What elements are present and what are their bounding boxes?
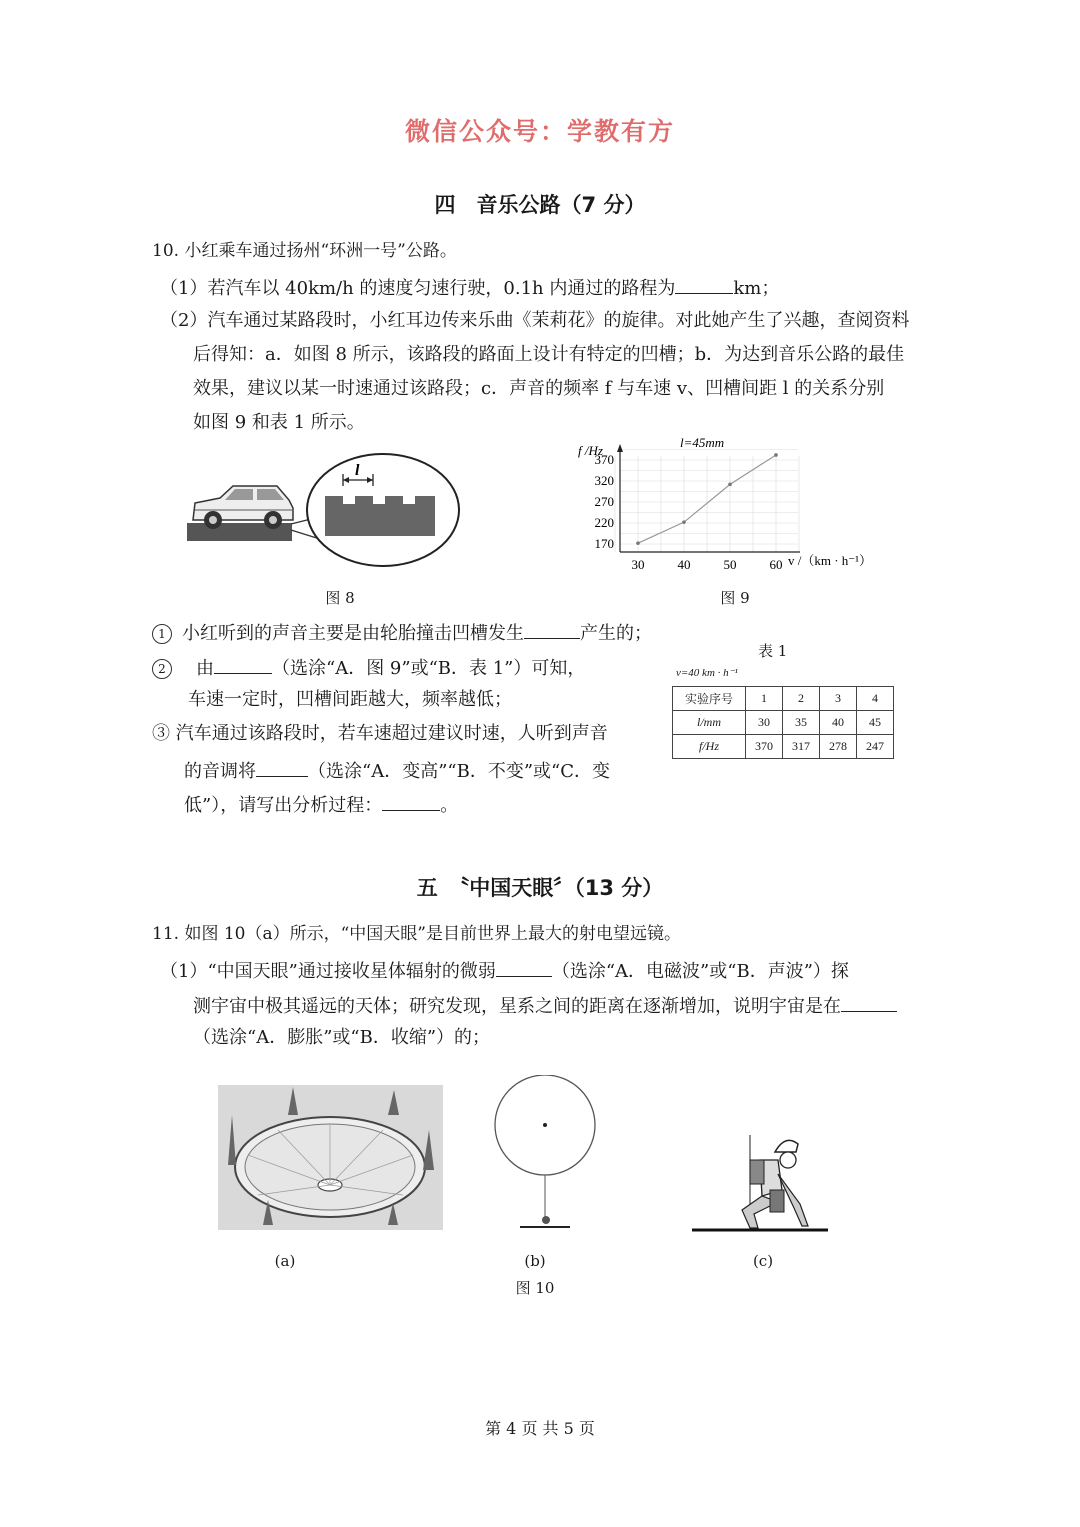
sub-question-3-options: （选涂“A．变高”“B．不变”或“C．变 [308,761,611,782]
y-tick-label: 370 [594,452,614,467]
page-footer: 第 4 页 共 5 页 [485,1419,595,1438]
q11-part1-line3: （选涂“A．膨胀”或“B．收缩”）的； [193,1027,491,1048]
table-1-note: v=40 km · h⁻¹ [676,667,738,679]
figure-10b-circle-diagram [490,1075,600,1235]
figure-10a-caption: (a) [274,1252,296,1270]
table-cell: 3 [820,687,857,711]
y-tick-label: 170 [594,536,614,551]
sub-question-3-line1: ③ 汽车通过该路段时，若车速超过建议时速，人听到声音 [152,723,608,744]
q10-part2-line3: 效果，建议以某一时速通过该路段；c．声音的频率 f 与车速 v、凹槽间距 l 的关系分别 [193,378,885,399]
q10-part1-text: （1）若汽车以 40km/h 的速度匀速行驶，0.1h 内通过的路程为 [160,278,676,299]
spacing-label: l [355,462,360,479]
table-cell: 30 [746,711,783,735]
answer-blank[interactable] [524,620,580,639]
section-5-title: 五 〝中国天眼〞（13 分） [416,876,664,900]
y-tick-label: 220 [594,515,614,530]
chart-title: l=45mm [680,435,725,450]
table-cell: 2 [783,687,820,711]
q11-intro: 11. 如图 10（a）所示，“中国天眼”是目前世界上最大的射电望远镜。 [152,924,681,944]
table-1 [672,686,894,759]
x-tick-label: 60 [769,557,783,572]
q11-part1-line2-text: 测宇宙中极其遥远的天体；研究发现，星系之间的距离在逐渐增加，说明宇宙是在 [193,996,841,1017]
tiny-person-icon [542,1216,550,1224]
car-illustration [193,486,293,529]
sub-question-3-end: 。 [440,795,459,816]
sub-question-3-prompt: 低”），请写出分析过程： [184,795,383,816]
sub-question-2-options: （选涂“A．图 9”或“B．表 1”）可知， [272,658,586,679]
q10-part1-unit: km； [733,278,780,299]
x-tick-label: 30 [631,557,645,572]
table-cell: 247 [857,735,894,759]
figure-8-road-grooves [185,448,470,573]
table-cell: 1 [746,687,783,711]
circled-number-1: 1 [152,624,172,644]
table-cell: f/Hz [673,735,746,759]
q10-part1 [160,275,779,300]
y-axis-arrow [617,444,623,452]
answer-blank[interactable] [496,958,552,977]
y-axis-label: f /Hz [578,443,603,458]
q11-part1-line2 [193,993,897,1018]
watermark-text: 微信公众号：学教有方 [404,117,675,146]
x-tick-label: 50 [723,557,737,572]
table-row [673,687,894,711]
answer-blank[interactable] [382,792,440,811]
data-point [636,541,640,545]
sub-question-1-text: 小红听到的声音主要是由轮胎撞击凹槽发生 [182,623,524,644]
sub-question-3-text: 的音调将 [184,761,256,782]
table-cell: 317 [783,735,820,759]
data-point [774,453,778,457]
q10-intro: 10. 小红乘车通过扬州“环洲一号”公路。 [152,241,457,261]
q11-part1-text: （1）“中国天眼”通过接收星体辐射的微弱 [160,961,496,982]
chart-grid [615,450,799,553]
figure-10a-telescope-illustration [218,1085,443,1230]
q10-part2-line1: （2）汽车通过某路段时，小红耳边传来乐曲《茉莉花》的旋律。对此她产生了兴趣，查阅资料 [160,310,910,331]
sub-question-1-end: 产生的； [580,623,652,644]
table-cell: 370 [746,735,783,759]
q10-part2-line4: 如图 9 和表 1 所示。 [193,412,365,433]
x-axis-label: v /（km · h⁻¹） [788,553,873,568]
table-1-caption: 表 1 [758,642,788,660]
q11-part1-line1 [160,958,849,983]
section-4-title: 四 音乐公路（7 分） [434,193,646,217]
y-tick-label: 270 [594,494,614,509]
circled-number-2: 2 [152,659,172,679]
figure-8-caption: 图 8 [325,589,355,607]
figure-10c-caption: (c) [752,1252,774,1270]
table-row [673,735,894,759]
q11-part1-options: （选涂“A．电磁波”或“B．声波”）探 [551,961,849,982]
sub-question-3-line3 [184,792,458,817]
sub-question-3-line2 [184,758,610,783]
answer-blank[interactable] [675,275,733,294]
table-cell: l/mm [673,711,746,735]
table-cell: 实验序号 [673,687,746,711]
figure-9-chart [570,432,890,577]
table-cell: 35 [783,711,820,735]
answer-blank[interactable] [841,993,897,1012]
sub-question-1 [152,620,652,645]
table-cell: 45 [857,711,894,735]
y-tick-label: 320 [594,473,614,488]
sub-question-2-text: 由 [196,658,214,679]
q10-part2-line2: 后得知：a．如图 8 所示，该路段的路面上设计有特定的凹槽；b．为达到音乐公路的最佳 [193,344,905,365]
figure-10b-caption: (b) [524,1252,546,1270]
figure-10-caption: 图 10 [515,1279,555,1297]
table-row [673,711,894,735]
table-cell: 278 [820,735,857,759]
data-point [728,483,732,487]
sub-question-2-line2: 车速一定时，凹槽间距越大，频率越低； [188,689,512,710]
sub-question-2 [152,655,585,680]
table-cell: 40 [820,711,857,735]
figure-9-caption: 图 9 [720,589,750,607]
figure-10c-worker-illustration [690,1130,830,1235]
answer-blank[interactable] [256,758,308,777]
table-cell: 4 [857,687,894,711]
data-point [682,520,686,524]
x-tick-label: 40 [677,557,691,572]
answer-blank[interactable] [214,655,272,674]
